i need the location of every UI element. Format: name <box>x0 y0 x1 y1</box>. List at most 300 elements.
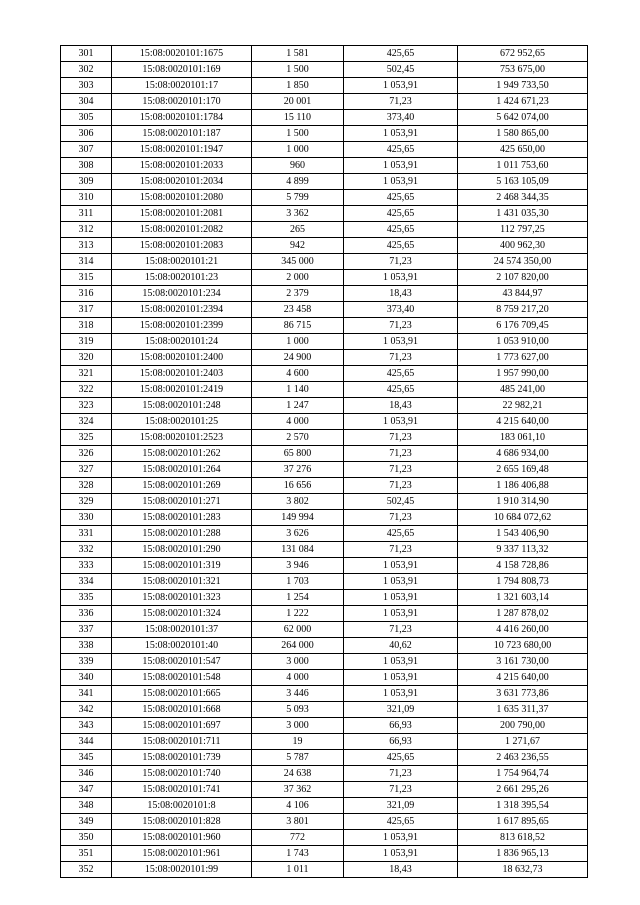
cadastral-value-cell: 1 431 035,30 <box>458 206 588 222</box>
table-row <box>61 686 588 702</box>
specific-value-cell: 1 053,91 <box>344 174 458 190</box>
specific-value-cell: 71,23 <box>344 782 458 798</box>
table-row <box>61 574 588 590</box>
cadastral-value-cell: 22 982,21 <box>458 398 588 414</box>
specific-value-cell: 18,43 <box>344 286 458 302</box>
table-row <box>61 206 588 222</box>
area-cell: 2 570 <box>252 430 344 446</box>
table-row <box>61 62 588 78</box>
cadastral-number-cell: 15:08:0020101:2033 <box>112 158 252 174</box>
row-number-cell: 311 <box>61 206 112 222</box>
row-number-cell: 312 <box>61 222 112 238</box>
specific-value-cell: 425,65 <box>344 814 458 830</box>
area-cell: 4 000 <box>252 670 344 686</box>
cadastral-value-cell: 1 011 753,60 <box>458 158 588 174</box>
cadastral-number-cell: 15:08:0020101:248 <box>112 398 252 414</box>
specific-value-cell: 1 053,91 <box>344 670 458 686</box>
cadastral-value-cell: 1 635 311,37 <box>458 702 588 718</box>
cadastral-number-cell: 15:08:0020101:288 <box>112 526 252 542</box>
cadastral-value-cell: 425 650,00 <box>458 142 588 158</box>
row-number-cell: 307 <box>61 142 112 158</box>
cadastral-value-cell: 2 107 820,00 <box>458 270 588 286</box>
area-cell: 3 000 <box>252 654 344 670</box>
cadastral-number-cell: 15:08:0020101:283 <box>112 510 252 526</box>
table-row <box>61 350 588 366</box>
row-number-cell: 331 <box>61 526 112 542</box>
specific-value-cell: 71,23 <box>344 542 458 558</box>
table-row <box>61 462 588 478</box>
cadastral-value-cell: 1 580 865,00 <box>458 126 588 142</box>
row-number-cell: 336 <box>61 606 112 622</box>
row-number-cell: 316 <box>61 286 112 302</box>
area-cell: 5 093 <box>252 702 344 718</box>
specific-value-cell: 425,65 <box>344 190 458 206</box>
area-cell: 4 600 <box>252 366 344 382</box>
cadastral-value-cell: 1 053 910,00 <box>458 334 588 350</box>
table-row <box>61 846 588 862</box>
specific-value-cell: 71,23 <box>344 478 458 494</box>
area-cell: 5 787 <box>252 750 344 766</box>
cadastral-number-cell: 15:08:0020101:271 <box>112 494 252 510</box>
row-number-cell: 308 <box>61 158 112 174</box>
cadastral-value-cell: 400 962,30 <box>458 238 588 254</box>
table-row <box>61 526 588 542</box>
area-cell: 1 743 <box>252 846 344 862</box>
cadastral-number-cell: 15:08:0020101:290 <box>112 542 252 558</box>
row-number-cell: 343 <box>61 718 112 734</box>
table-row <box>61 510 588 526</box>
cadastral-value-cell: 4 686 934,00 <box>458 446 588 462</box>
row-number-cell: 323 <box>61 398 112 414</box>
land-cadastral-table <box>60 45 588 878</box>
specific-value-cell: 71,23 <box>344 430 458 446</box>
row-number-cell: 314 <box>61 254 112 270</box>
table-row <box>61 734 588 750</box>
table-row <box>61 558 588 574</box>
cadastral-number-cell: 15:08:0020101:2523 <box>112 430 252 446</box>
area-cell: 16 656 <box>252 478 344 494</box>
specific-value-cell: 71,23 <box>344 446 458 462</box>
row-number-cell: 318 <box>61 318 112 334</box>
area-cell: 86 715 <box>252 318 344 334</box>
row-number-cell: 344 <box>61 734 112 750</box>
table-row <box>61 862 588 878</box>
cadastral-value-cell: 5 163 105,09 <box>458 174 588 190</box>
cadastral-number-cell: 15:08:0020101:1784 <box>112 110 252 126</box>
cadastral-value-cell: 5 642 074,00 <box>458 110 588 126</box>
area-cell: 1 011 <box>252 862 344 878</box>
cadastral-number-cell: 15:08:0020101:269 <box>112 478 252 494</box>
area-cell: 1 000 <box>252 142 344 158</box>
cadastral-value-cell: 2 661 295,26 <box>458 782 588 798</box>
cadastral-value-cell: 485 241,00 <box>458 382 588 398</box>
specific-value-cell: 66,93 <box>344 718 458 734</box>
area-cell: 1 000 <box>252 334 344 350</box>
cadastral-number-cell: 15:08:0020101:548 <box>112 670 252 686</box>
specific-value-cell: 425,65 <box>344 526 458 542</box>
row-number-cell: 304 <box>61 94 112 110</box>
area-cell: 942 <box>252 238 344 254</box>
cadastral-value-cell: 1 836 965,13 <box>458 846 588 862</box>
table-row <box>61 702 588 718</box>
specific-value-cell: 71,23 <box>344 318 458 334</box>
cadastral-number-cell: 15:08:0020101:169 <box>112 62 252 78</box>
row-number-cell: 327 <box>61 462 112 478</box>
row-number-cell: 303 <box>61 78 112 94</box>
specific-value-cell: 373,40 <box>344 302 458 318</box>
specific-value-cell: 425,65 <box>344 46 458 62</box>
specific-value-cell: 425,65 <box>344 750 458 766</box>
specific-value-cell: 71,23 <box>344 350 458 366</box>
row-number-cell: 349 <box>61 814 112 830</box>
row-number-cell: 324 <box>61 414 112 430</box>
cadastral-value-cell: 813 618,52 <box>458 830 588 846</box>
row-number-cell: 347 <box>61 782 112 798</box>
table-row <box>61 446 588 462</box>
area-cell: 3 446 <box>252 686 344 702</box>
cadastral-number-cell: 15:08:0020101:741 <box>112 782 252 798</box>
cadastral-value-cell: 4 416 260,00 <box>458 622 588 638</box>
specific-value-cell: 425,65 <box>344 142 458 158</box>
row-number-cell: 310 <box>61 190 112 206</box>
cadastral-number-cell: 15:08:0020101:1947 <box>112 142 252 158</box>
area-cell: 1 850 <box>252 78 344 94</box>
area-cell: 1 254 <box>252 590 344 606</box>
cadastral-value-cell: 183 061,10 <box>458 430 588 446</box>
cadastral-value-cell: 3 161 730,00 <box>458 654 588 670</box>
cadastral-number-cell: 15:08:0020101:319 <box>112 558 252 574</box>
table-row <box>61 606 588 622</box>
area-cell: 149 994 <box>252 510 344 526</box>
cadastral-value-cell: 1 957 990,00 <box>458 366 588 382</box>
specific-value-cell: 40,62 <box>344 638 458 654</box>
area-cell: 19 <box>252 734 344 750</box>
specific-value-cell: 1 053,91 <box>344 606 458 622</box>
cadastral-value-cell: 1 543 406,90 <box>458 526 588 542</box>
table-row <box>61 382 588 398</box>
area-cell: 4 106 <box>252 798 344 814</box>
row-number-cell: 313 <box>61 238 112 254</box>
table-row <box>61 126 588 142</box>
cadastral-number-cell: 15:08:0020101:2081 <box>112 206 252 222</box>
specific-value-cell: 1 053,91 <box>344 270 458 286</box>
cadastral-number-cell: 15:08:0020101:25 <box>112 414 252 430</box>
row-number-cell: 320 <box>61 350 112 366</box>
row-number-cell: 342 <box>61 702 112 718</box>
row-number-cell: 332 <box>61 542 112 558</box>
table-row <box>61 782 588 798</box>
cadastral-number-cell: 15:08:0020101:547 <box>112 654 252 670</box>
table-row <box>61 46 588 62</box>
table-row <box>61 638 588 654</box>
cadastral-number-cell: 15:08:0020101:740 <box>112 766 252 782</box>
specific-value-cell: 18,43 <box>344 398 458 414</box>
table-row <box>61 222 588 238</box>
area-cell: 1 247 <box>252 398 344 414</box>
area-cell: 2 379 <box>252 286 344 302</box>
row-number-cell: 340 <box>61 670 112 686</box>
area-cell: 24 900 <box>252 350 344 366</box>
area-cell: 2 000 <box>252 270 344 286</box>
table-row <box>61 798 588 814</box>
cadastral-value-cell: 1 773 627,00 <box>458 350 588 366</box>
row-number-cell: 326 <box>61 446 112 462</box>
area-cell: 265 <box>252 222 344 238</box>
area-cell: 65 800 <box>252 446 344 462</box>
specific-value-cell: 66,93 <box>344 734 458 750</box>
cadastral-value-cell: 1 617 895,65 <box>458 814 588 830</box>
cadastral-value-cell: 1 424 671,23 <box>458 94 588 110</box>
specific-value-cell: 425,65 <box>344 222 458 238</box>
cadastral-number-cell: 15:08:0020101:170 <box>112 94 252 110</box>
specific-value-cell: 1 053,91 <box>344 558 458 574</box>
table-row <box>61 590 588 606</box>
table-row <box>61 622 588 638</box>
cadastral-number-cell: 15:08:0020101:697 <box>112 718 252 734</box>
cadastral-number-cell: 15:08:0020101:665 <box>112 686 252 702</box>
cadastral-number-cell: 15:08:0020101:2399 <box>112 318 252 334</box>
area-cell: 1 581 <box>252 46 344 62</box>
cadastral-value-cell: 43 844,97 <box>458 286 588 302</box>
table-row <box>61 334 588 350</box>
area-cell: 4 899 <box>252 174 344 190</box>
row-number-cell: 334 <box>61 574 112 590</box>
table-row <box>61 110 588 126</box>
row-number-cell: 338 <box>61 638 112 654</box>
row-number-cell: 330 <box>61 510 112 526</box>
specific-value-cell: 71,23 <box>344 94 458 110</box>
cadastral-number-cell: 15:08:0020101:2400 <box>112 350 252 366</box>
cadastral-value-cell: 1 318 395,54 <box>458 798 588 814</box>
cadastral-number-cell: 15:08:0020101:960 <box>112 830 252 846</box>
table-row <box>61 814 588 830</box>
area-cell: 131 084 <box>252 542 344 558</box>
cadastral-value-cell: 4 215 640,00 <box>458 670 588 686</box>
table-row <box>61 270 588 286</box>
cadastral-value-cell: 10 684 072,62 <box>458 510 588 526</box>
cadastral-value-cell: 1 754 964,74 <box>458 766 588 782</box>
table-row <box>61 158 588 174</box>
cadastral-value-cell: 24 574 350,00 <box>458 254 588 270</box>
row-number-cell: 302 <box>61 62 112 78</box>
specific-value-cell: 1 053,91 <box>344 126 458 142</box>
specific-value-cell: 71,23 <box>344 254 458 270</box>
area-cell: 62 000 <box>252 622 344 638</box>
row-number-cell: 319 <box>61 334 112 350</box>
cadastral-number-cell: 15:08:0020101:2080 <box>112 190 252 206</box>
specific-value-cell: 1 053,91 <box>344 654 458 670</box>
area-cell: 37 362 <box>252 782 344 798</box>
row-number-cell: 352 <box>61 862 112 878</box>
cadastral-value-cell: 753 675,00 <box>458 62 588 78</box>
cadastral-number-cell: 15:08:0020101:321 <box>112 574 252 590</box>
table-row <box>61 142 588 158</box>
cadastral-number-cell: 15:08:0020101:262 <box>112 446 252 462</box>
row-number-cell: 328 <box>61 478 112 494</box>
table-row <box>61 750 588 766</box>
cadastral-number-cell: 15:08:0020101:711 <box>112 734 252 750</box>
row-number-cell: 329 <box>61 494 112 510</box>
row-number-cell: 339 <box>61 654 112 670</box>
cadastral-number-cell: 15:08:0020101:961 <box>112 846 252 862</box>
cadastral-value-cell: 1 271,67 <box>458 734 588 750</box>
area-cell: 345 000 <box>252 254 344 270</box>
cadastral-value-cell: 1 321 603,14 <box>458 590 588 606</box>
specific-value-cell: 425,65 <box>344 238 458 254</box>
area-cell: 772 <box>252 830 344 846</box>
cadastral-number-cell: 15:08:0020101:21 <box>112 254 252 270</box>
table-row <box>61 414 588 430</box>
area-cell: 3 946 <box>252 558 344 574</box>
row-number-cell: 333 <box>61 558 112 574</box>
table-row <box>61 766 588 782</box>
specific-value-cell: 425,65 <box>344 382 458 398</box>
cadastral-number-cell: 15:08:0020101:828 <box>112 814 252 830</box>
specific-value-cell: 1 053,91 <box>344 846 458 862</box>
cadastral-number-cell: 15:08:0020101:99 <box>112 862 252 878</box>
table-row <box>61 478 588 494</box>
specific-value-cell: 1 053,91 <box>344 414 458 430</box>
row-number-cell: 317 <box>61 302 112 318</box>
area-cell: 3 802 <box>252 494 344 510</box>
row-number-cell: 305 <box>61 110 112 126</box>
specific-value-cell: 425,65 <box>344 366 458 382</box>
row-number-cell: 348 <box>61 798 112 814</box>
cadastral-number-cell: 15:08:0020101:187 <box>112 126 252 142</box>
table-row <box>61 718 588 734</box>
cadastral-number-cell: 15:08:0020101:323 <box>112 590 252 606</box>
area-cell: 1 703 <box>252 574 344 590</box>
table-body <box>61 46 588 878</box>
row-number-cell: 322 <box>61 382 112 398</box>
specific-value-cell: 1 053,91 <box>344 686 458 702</box>
area-cell: 15 110 <box>252 110 344 126</box>
table-row <box>61 318 588 334</box>
area-cell: 1 500 <box>252 126 344 142</box>
row-number-cell: 306 <box>61 126 112 142</box>
specific-value-cell: 1 053,91 <box>344 574 458 590</box>
area-cell: 20 001 <box>252 94 344 110</box>
specific-value-cell: 502,45 <box>344 494 458 510</box>
table-row <box>61 542 588 558</box>
specific-value-cell: 1 053,91 <box>344 830 458 846</box>
table-row <box>61 302 588 318</box>
specific-value-cell: 1 053,91 <box>344 590 458 606</box>
table-row <box>61 174 588 190</box>
cadastral-number-cell: 15:08:0020101:24 <box>112 334 252 350</box>
table-row <box>61 398 588 414</box>
specific-value-cell: 1 053,91 <box>344 334 458 350</box>
area-cell: 23 458 <box>252 302 344 318</box>
cadastral-number-cell: 15:08:0020101:668 <box>112 702 252 718</box>
cadastral-value-cell: 1 287 878,02 <box>458 606 588 622</box>
cadastral-value-cell: 1 186 406,88 <box>458 478 588 494</box>
specific-value-cell: 1 053,91 <box>344 158 458 174</box>
table-row <box>61 830 588 846</box>
area-cell: 4 000 <box>252 414 344 430</box>
row-number-cell: 346 <box>61 766 112 782</box>
area-cell: 1 140 <box>252 382 344 398</box>
specific-value-cell: 71,23 <box>344 462 458 478</box>
cadastral-value-cell: 8 759 217,20 <box>458 302 588 318</box>
table-row <box>61 430 588 446</box>
cadastral-number-cell: 15:08:0020101:2403 <box>112 366 252 382</box>
cadastral-value-cell: 200 790,00 <box>458 718 588 734</box>
cadastral-number-cell: 15:08:0020101:2419 <box>112 382 252 398</box>
row-number-cell: 350 <box>61 830 112 846</box>
specific-value-cell: 321,09 <box>344 798 458 814</box>
table-row <box>61 670 588 686</box>
cadastral-number-cell: 15:08:0020101:2083 <box>112 238 252 254</box>
table-row <box>61 654 588 670</box>
cadastral-value-cell: 1 910 314,90 <box>458 494 588 510</box>
cadastral-number-cell: 15:08:0020101:739 <box>112 750 252 766</box>
specific-value-cell: 425,65 <box>344 206 458 222</box>
cadastral-value-cell: 3 631 773,86 <box>458 686 588 702</box>
table-row <box>61 254 588 270</box>
row-number-cell: 351 <box>61 846 112 862</box>
cadastral-value-cell: 2 463 236,55 <box>458 750 588 766</box>
area-cell: 264 000 <box>252 638 344 654</box>
specific-value-cell: 71,23 <box>344 622 458 638</box>
cadastral-number-cell: 15:08:0020101:23 <box>112 270 252 286</box>
area-cell: 3 801 <box>252 814 344 830</box>
cadastral-number-cell: 15:08:0020101:234 <box>112 286 252 302</box>
cadastral-value-cell: 1 949 733,50 <box>458 78 588 94</box>
area-cell: 1 222 <box>252 606 344 622</box>
row-number-cell: 321 <box>61 366 112 382</box>
area-cell: 3 626 <box>252 526 344 542</box>
cadastral-value-cell: 10 723 680,00 <box>458 638 588 654</box>
cadastral-value-cell: 2 468 344,35 <box>458 190 588 206</box>
table-row <box>61 78 588 94</box>
table-row <box>61 190 588 206</box>
row-number-cell: 315 <box>61 270 112 286</box>
cadastral-number-cell: 15:08:0020101:37 <box>112 622 252 638</box>
table-row <box>61 94 588 110</box>
row-number-cell: 341 <box>61 686 112 702</box>
area-cell: 960 <box>252 158 344 174</box>
area-cell: 37 276 <box>252 462 344 478</box>
cadastral-number-cell: 15:08:0020101:1675 <box>112 46 252 62</box>
area-cell: 5 799 <box>252 190 344 206</box>
cadastral-number-cell: 15:08:0020101:324 <box>112 606 252 622</box>
cadastral-number-cell: 15:08:0020101:8 <box>112 798 252 814</box>
cadastral-value-cell: 6 176 709,45 <box>458 318 588 334</box>
specific-value-cell: 71,23 <box>344 766 458 782</box>
row-number-cell: 337 <box>61 622 112 638</box>
cadastral-value-cell: 9 337 113,32 <box>458 542 588 558</box>
row-number-cell: 335 <box>61 590 112 606</box>
table-row <box>61 366 588 382</box>
row-number-cell: 325 <box>61 430 112 446</box>
cadastral-value-cell: 672 952,65 <box>458 46 588 62</box>
area-cell: 3 000 <box>252 718 344 734</box>
table-row <box>61 286 588 302</box>
row-number-cell: 301 <box>61 46 112 62</box>
area-cell: 3 362 <box>252 206 344 222</box>
area-cell: 1 500 <box>252 62 344 78</box>
specific-value-cell: 502,45 <box>344 62 458 78</box>
cadastral-number-cell: 15:08:0020101:40 <box>112 638 252 654</box>
specific-value-cell: 18,43 <box>344 862 458 878</box>
cadastral-value-cell: 1 794 808,73 <box>458 574 588 590</box>
table-row <box>61 494 588 510</box>
cadastral-value-cell: 4 158 728,86 <box>458 558 588 574</box>
row-number-cell: 345 <box>61 750 112 766</box>
cadastral-number-cell: 15:08:0020101:17 <box>112 78 252 94</box>
table-row <box>61 238 588 254</box>
